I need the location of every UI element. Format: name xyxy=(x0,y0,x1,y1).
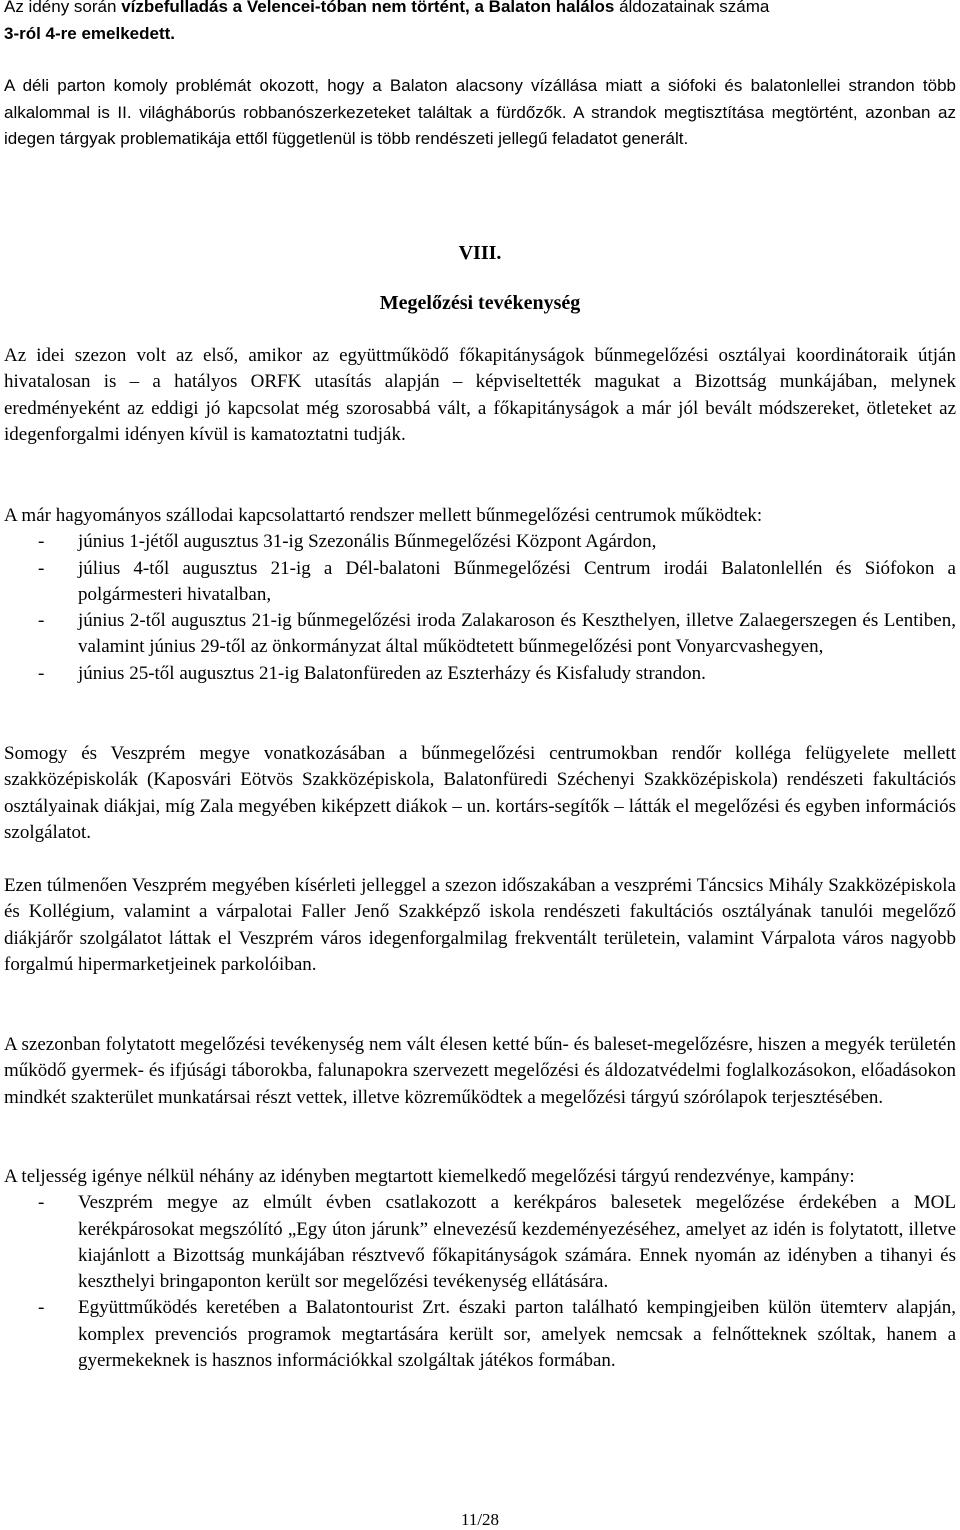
intro-paragraph-2: A déli parton komoly problémát okozott, hogy a Balaton alacsony vízállása miatt a siófoki és balatonlellei strandon több alkalommal is II. világháborús robbanószerkezeteket találtak a fürdőzők. A strandok megtisztítása megtörtént, azonban az idegen tárgyak problematikája ettől függetlenül is több rendészeti jellegű feladatot generált. xyxy=(4,76,956,148)
bullet: - xyxy=(38,1297,45,1319)
intro-bold-text: vízbefulladás xyxy=(121,0,228,16)
list-item xyxy=(4,1295,956,1374)
intro-section xyxy=(4,0,956,153)
page-number: 11/28 xyxy=(460,1510,500,1529)
body-paragraph-4 xyxy=(4,873,956,978)
list-item-text: Együttműködés keretében a Balatontourist Zrt. északi parton található kempingjeiben külön ütemterv alapján, komplex prevenciós programok megtartására került sor, amelyek nemcsak a felnőtteknek szóltak, hanem a gyermekeknek is hasznos információkkal szolgáltak játékos formában. xyxy=(78,1297,956,1372)
paragraph-text: Ezen túlmenően Veszprém megyében kísérleti jelleggel a szezon időszakában a veszprémi Táncsics Mihály Szakközépiskola és Kollégium, valamint a várpalotai Faller Jenő Szakképző iskola rendészeti fakultációs osztályának tanulói megelőző diákjárőr szolgálatot láttak el Veszprém város idegenforgalmilag frekventált területein, valamint Várpalota város nagyobb forgalmú hipermarketjeinek parkolóiban. xyxy=(4,875,956,975)
bullet: - xyxy=(38,531,45,553)
centers-list xyxy=(4,529,956,687)
paragraph-text: Az idei szezon volt az első, amikor az együttműködő főkapitányságok bűnmegelőzési osztályai koordinátoraik útján hivatalosan is – a hatályos ORFK utasítás alapján – képviseltették magukat a Bizottság munkájában, melynek eredményeként az eddigi jó kapcsolat még szorosabbá vált, a főkapitányságok a már jól bevált módszereket, ötleteket az idegenforgalmi idényen kívül is kamatoztatni tudják. xyxy=(4,345,956,445)
list-item xyxy=(4,608,956,661)
events-block xyxy=(4,1164,956,1374)
list-item-text: június 1-jétől augusztus 31-ig Szezonális Bűnmegelőzési Központ Agárdon, xyxy=(78,531,657,553)
bullet: - xyxy=(38,662,45,684)
intro-bold-text: 3-ról 4-re emelkedett. xyxy=(4,23,176,43)
intro-paragraph-1 xyxy=(4,0,956,47)
body-paragraph-5 xyxy=(4,1032,956,1111)
section-number: VIII. xyxy=(458,242,502,264)
intro-bold-text: halálos xyxy=(555,0,615,16)
paragraph-text: A szezonban folytatott megelőzési tevékenység nem vált élesen ketté bűn- és baleset-megelőzésre, hiszen a megyék területén működő gyermek- és ifjúsági táborokba, falunapokra szervezett megelőzési és áldozatvédelmi foglalkozásokon, előadásokon mindkét szakterület munkatársai részt vettek, illetve közreműködtek a megelőzési tárgyú szórólapok terjesztésében. xyxy=(4,1034,956,1108)
paragraph-text: Somogy és Veszprém megye vonatkozásában a bűnmegelőzési centrumokban rendőr kolléga felügyelete mellett szakközépiskolák (Kaposvári Eötvös Szakközépiskola, Balatonfüredi Széchenyi Szakközépiskola) rendészeti fakultációs osztályainak diákjai, míg Zala megyében kiképzett diákok – un. kortárs-segítők – látták el megelőzési és egyben információs szolgálatot. xyxy=(4,743,956,843)
centers-block xyxy=(4,503,956,687)
paragraph-text: A teljesség igénye nélkül néhány az idényben megtartott kiemelkedő megelőzési tárgyú rendezvénye, kampány: xyxy=(4,1166,855,1187)
list-item xyxy=(4,556,956,609)
list-item xyxy=(4,1190,956,1295)
list-item-text: Veszprém megye az elmúlt évben csatlakozott a kerékpáros balesetek megelőzése érdekében a MOL kerékpárosokat megszólító „Egy úton járunk” elnevezésű kezdeményezéséhez, amelyet az idén is folytatott, illetve kiajánlott a Bizottság munkájában résztvevő főkapitányságok számára. Ennek nyomán az idényben a tihanyi és keszthelyi bringaponton került sor megelőzési tevékenység ellátására. xyxy=(78,1192,956,1293)
intro-text: áldozatainak száma xyxy=(614,0,770,16)
body-paragraph-1 xyxy=(4,343,956,448)
list-item-text: július 4-től augusztus 21-ig a Dél-balatoni Bűnmegelőzési Centrum irodái Balatonlellén és Siófokon a polgármesteri hivatalban, xyxy=(78,557,956,605)
section-title: Megelőzési tevékenység xyxy=(379,292,581,314)
intro-text: Az idény során xyxy=(4,0,122,16)
body-paragraph-3 xyxy=(4,741,956,846)
bullet: - xyxy=(38,1192,45,1214)
list-item xyxy=(4,529,956,555)
list-item-text: június 2-től augusztus 21-ig bűnmegelőzési iroda Zalakaroson és Keszthelyen, illetve Zalaegerszegen és Lentiben, valamint június 29-től az önkormányzat által működtetett bűnmegelőzési pont Vonyarcvashegyen, xyxy=(78,610,956,658)
list-item-text: június 25-től augusztus 21-ig Balatonfüreden az Eszterházy és Kisfaludy strandon. xyxy=(78,662,706,684)
list-item xyxy=(4,661,956,687)
intro-bold-text: a Velencei-tóban nem történt, a Balaton xyxy=(227,0,556,16)
events-list xyxy=(4,1190,956,1374)
paragraph-text: A már hagyományos szállodai kapcsolattartó rendszer mellett bűnmegelőzési centrumok működtek: xyxy=(4,505,763,526)
bullet: - xyxy=(38,557,45,579)
bullet: - xyxy=(38,610,45,632)
